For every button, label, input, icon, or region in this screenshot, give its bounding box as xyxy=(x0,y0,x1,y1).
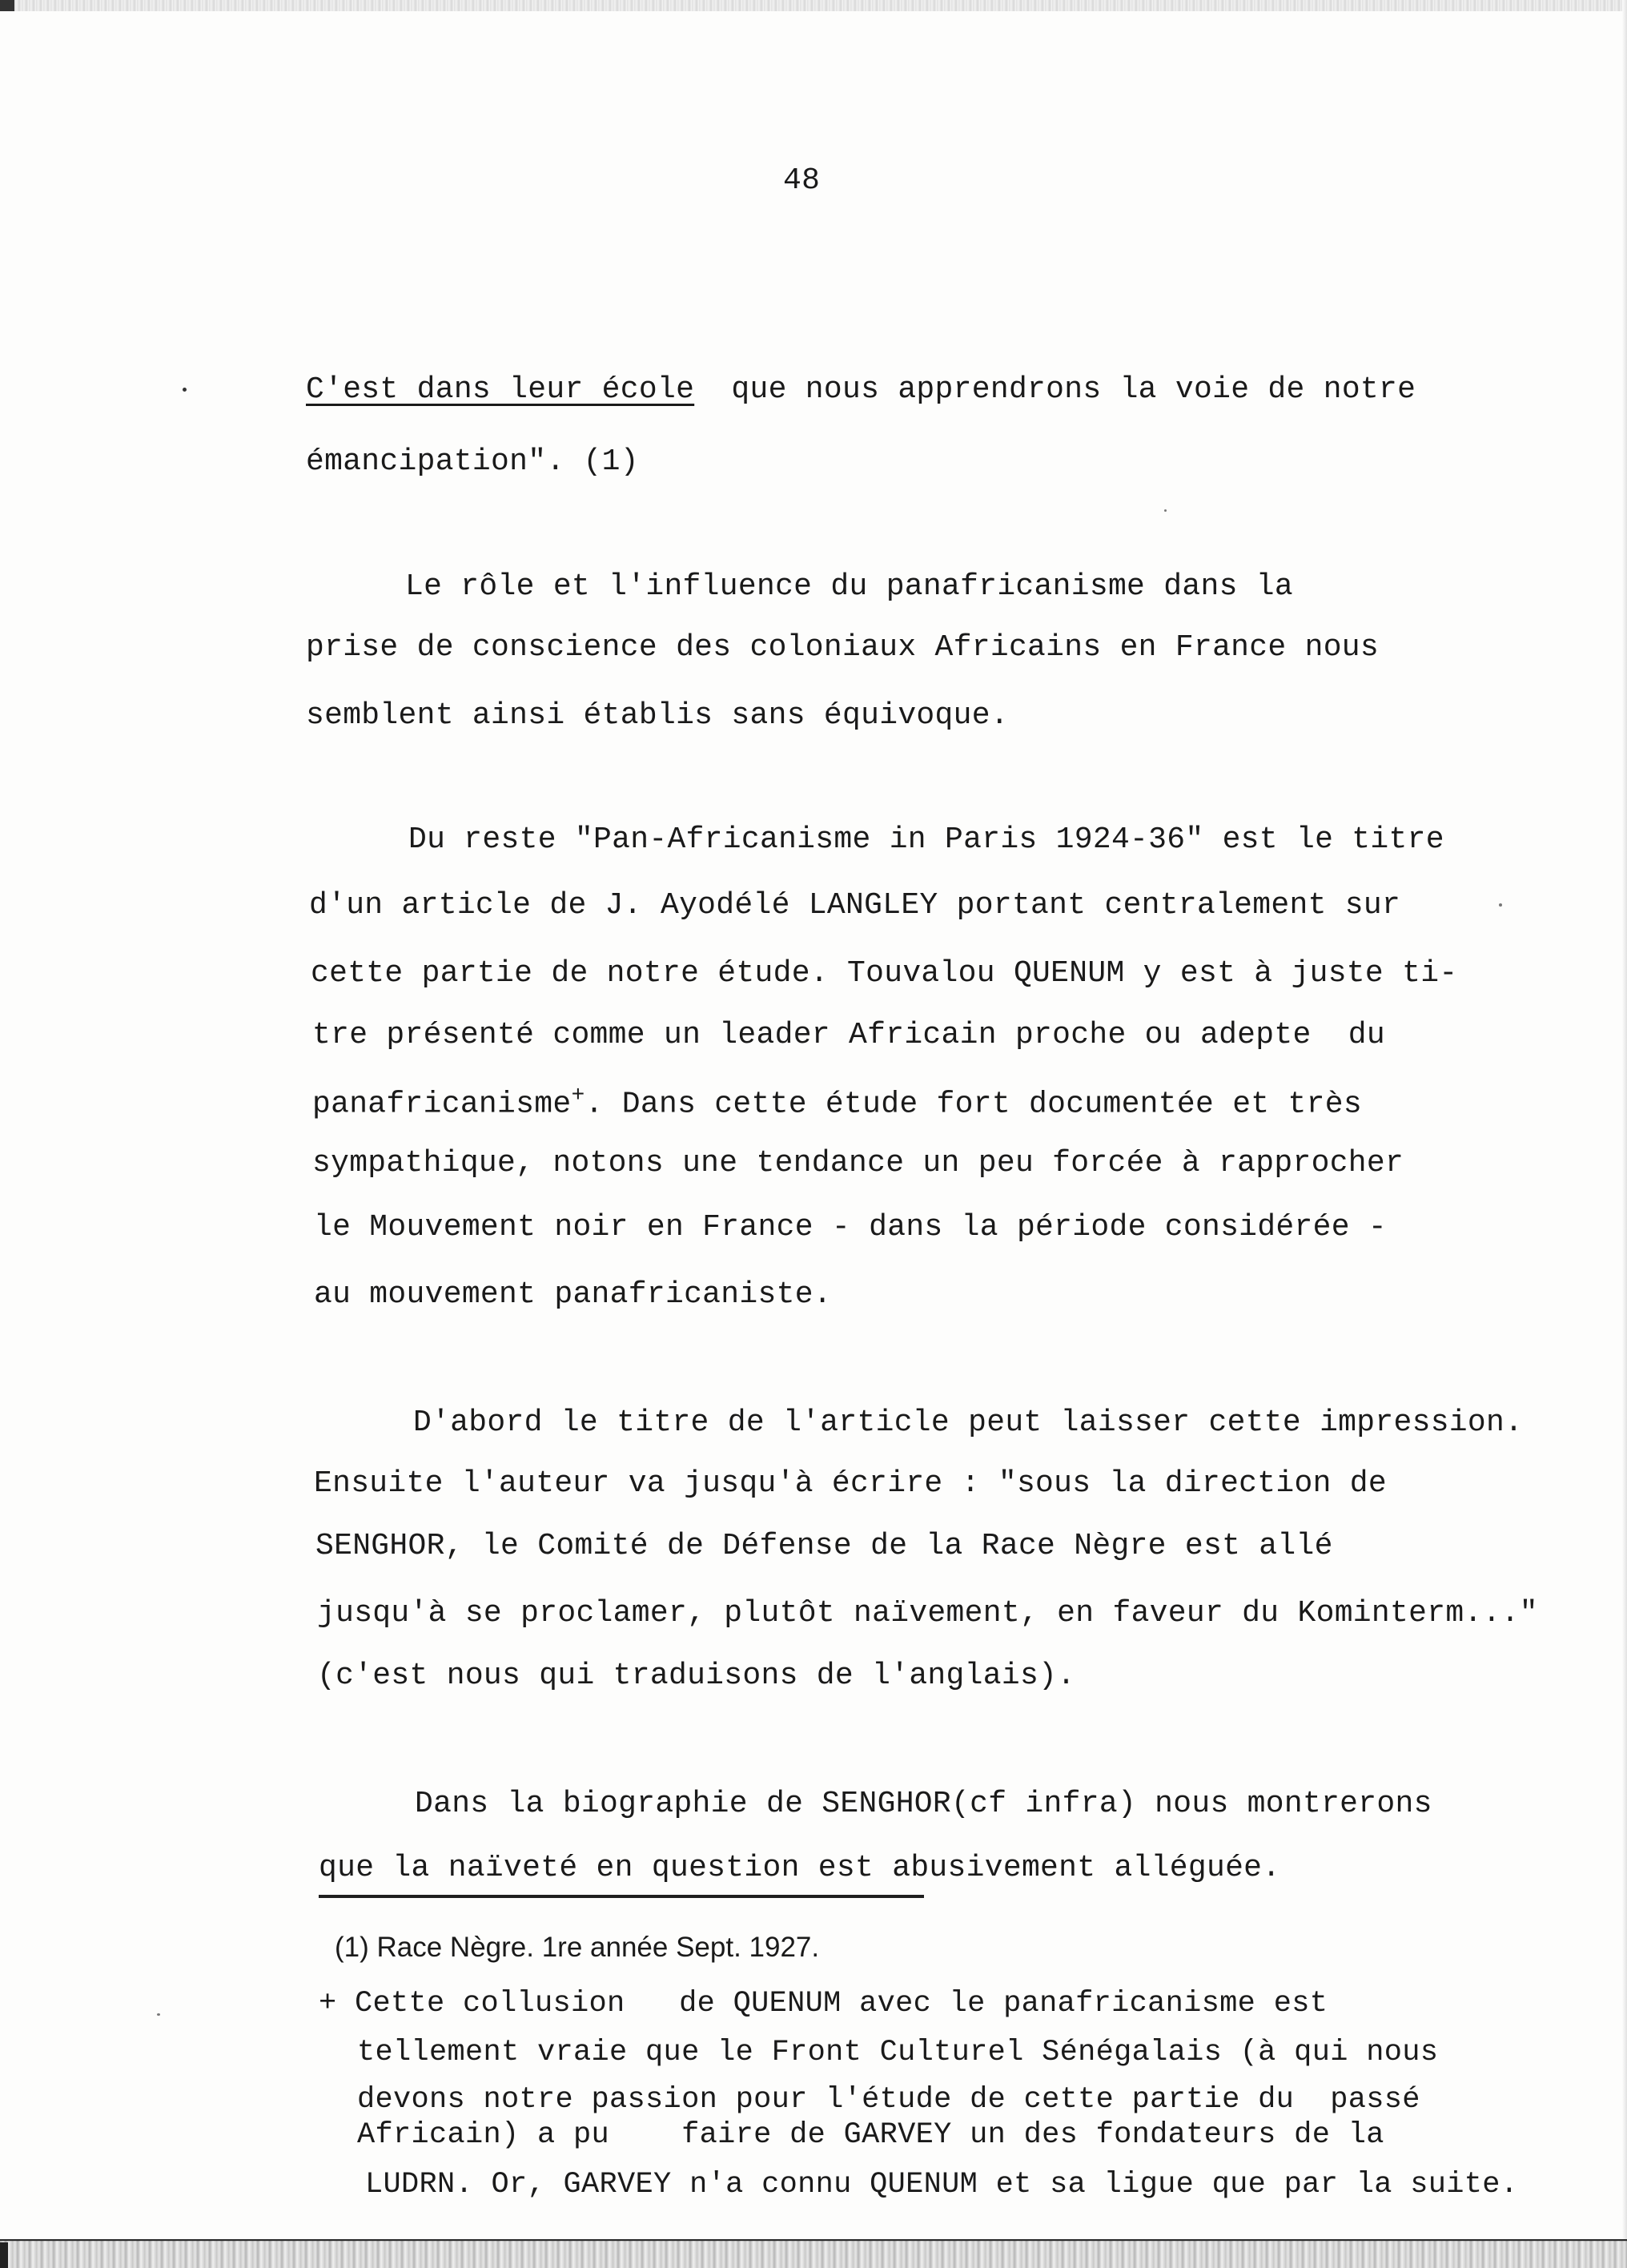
body-line: cette partie de notre étude. Touvalou QUENUM y est à juste ti- xyxy=(311,956,1458,991)
body-line xyxy=(306,372,1416,407)
body-line: émancipation". (1) xyxy=(306,444,639,479)
scan-left-mark xyxy=(0,2242,8,2268)
scan-speck xyxy=(157,2013,160,2016)
footnote-separator xyxy=(319,1895,924,1898)
body-line: sympathique, notons une tendance un peu forcée à rapprocher xyxy=(312,1146,1404,1180)
footnote-2-line: LUDRN. Or, GARVEY n'a connu QUENUM et sa ligue que par la suite. xyxy=(365,2168,1519,2202)
footnote-2-line: tellement vraie que le Front Culturel Sénégalais (à qui nous xyxy=(357,2036,1439,2069)
scan-right-edge xyxy=(1622,0,1627,2268)
body-line: Du reste "Pan-Africanisme in Paris 1924-36" est le titre xyxy=(408,822,1444,857)
body-line: d'un article de J. Ayodélé LANGLEY portant centralement sur xyxy=(309,888,1401,923)
body-line: jusqu'à se proclamer, plutôt naïvement, en faveur du Kominterm..." xyxy=(317,1596,1538,1631)
footnote-2-line: devons notre passion pour l'étude de cette partie du passé xyxy=(357,2083,1420,2117)
body-line: Ensuite l'auteur va jusqu'à écrire : "sous la direction de xyxy=(314,1466,1388,1501)
body-line: prise de conscience des coloniaux Africains en France nous xyxy=(306,630,1380,665)
page-number: 48 xyxy=(783,163,821,198)
body-line: tre présenté comme un leader Africain proche ou adepte du xyxy=(312,1018,1386,1052)
underlined-phrase: C'est dans leur école xyxy=(306,372,695,407)
line-rest: que nous apprendrons la voie de notre xyxy=(694,372,1416,407)
body-line: que la naïveté en question est abusivement alléguée. xyxy=(319,1851,1281,1885)
scan-speck xyxy=(1499,903,1502,907)
scan-bottom-border xyxy=(0,2241,1627,2268)
body-line: (c'est nous qui traduisons de l'anglais). xyxy=(317,1659,1076,1693)
scan-top-mark xyxy=(0,0,14,11)
footnote-2-line: Africain) a pu faire de GARVEY un des fondateurs de la xyxy=(357,2118,1384,2152)
footnote-marker: + xyxy=(571,1084,585,1108)
body-line: Le rôle et l'influence du panafricanisme dans la xyxy=(405,569,1293,604)
footnote-2-line: + Cette collusion de QUENUM avec le panafricanisme est xyxy=(319,1987,1328,2021)
body-line: au mouvement panafricaniste. xyxy=(314,1277,832,1312)
margin-dot xyxy=(183,388,187,392)
line-rest: . Dans cette étude fort documentée et très xyxy=(585,1087,1362,1122)
scan-top-border xyxy=(0,0,1627,11)
body-line: le Mouvement noir en France - dans la période considérée - xyxy=(314,1210,1388,1245)
scan-speck xyxy=(1164,509,1167,512)
footnote-1: (1) Race Nègre. 1re année Sept. 1927. xyxy=(335,1932,820,1963)
body-line xyxy=(312,1085,1362,1120)
body-line: D'abord le titre de l'article peut laisser cette impression. xyxy=(413,1405,1524,1440)
line-start: panafricanisme xyxy=(312,1087,572,1122)
body-line: Dans la biographie de SENGHOR(cf infra) nous montrerons xyxy=(415,1787,1432,1821)
body-line: semblent ainsi établis sans équivoque. xyxy=(306,698,1009,733)
body-line: SENGHOR, le Comité de Défense de la Race Nègre est allé xyxy=(315,1529,1333,1563)
